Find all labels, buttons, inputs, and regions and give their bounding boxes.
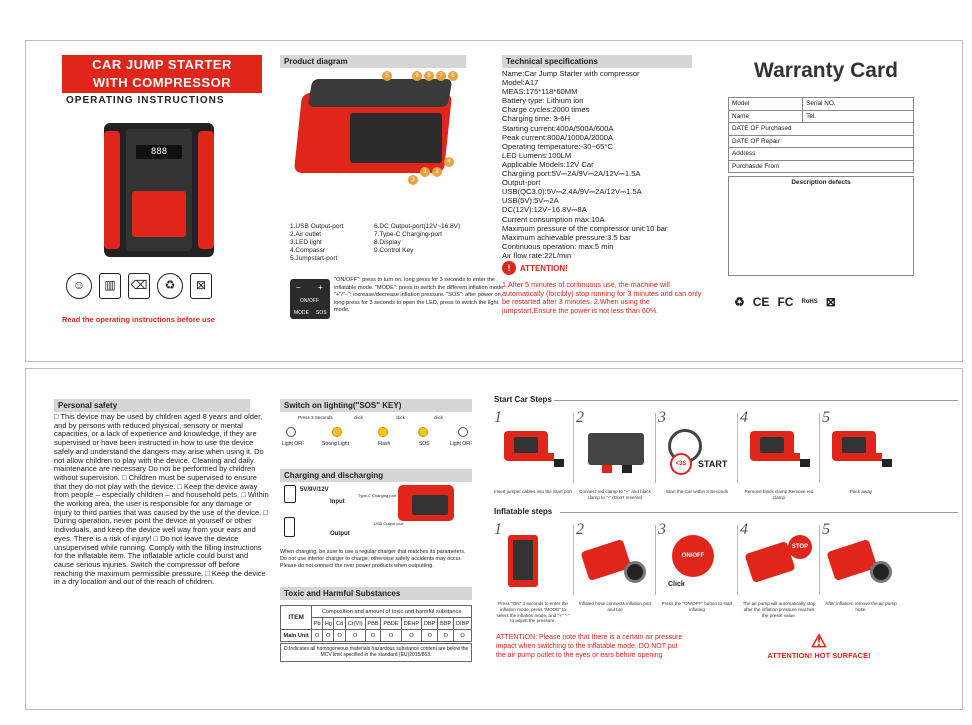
spec-line: Name:Car Jump Starter with compressor [502,69,640,78]
repair-date-label: DATE OF Repair [729,135,914,148]
step-number: 2 [576,521,584,538]
serial-label: Serial NO. [803,98,914,111]
state-sos: SOS [419,441,430,447]
flash-icon [378,427,388,437]
step-illustration [580,423,650,475]
tech-specs-list [502,69,702,260]
substance-col: DBP [422,618,438,630]
strong-light-icon [332,427,342,437]
book-icon: ▥ [99,273,121,299]
step-caption: Pack away [849,489,873,494]
step-divider [819,525,820,595]
press-label: Press 3 Seconds [298,415,333,420]
device-image [398,485,454,521]
step-divider [573,413,574,483]
step-illustration [744,423,814,475]
marker-6: 6 [448,71,458,81]
cover-title-line1: CAR JUMP STARTER [92,57,232,72]
spec-line: USB(QC3.0):5V⎓2.4A/9V⎓2A/12V⎓1.5A [502,187,642,197]
marker-4: 4 [444,157,454,167]
onoff-button-icon: ON/OFF [672,535,714,577]
spec-line: Charging time: 3-6H [502,114,570,124]
product-diagram-image [290,71,455,191]
substance-col: PBB [365,618,381,630]
start-label: START [698,459,728,469]
substance-value: O [334,630,345,642]
usb-label: USB Output port [374,521,404,526]
start-step [740,409,818,505]
substance-col: BBP [438,618,454,630]
top-sheet [25,40,963,362]
attention-label: ATTENTION! [520,263,568,273]
part-4: 4.Compassr [290,247,326,254]
step-caption: Connect red clamp to "+" and black clamp to "-" (Don't reverse) [579,489,651,500]
bottom-sheet [25,368,963,710]
substance-value: O [323,630,334,642]
model-label: Model [729,98,803,111]
substance-col: Cr(VI) [345,618,365,630]
spec-line: USB(5V):5V⎓2A [502,196,559,206]
mode-key: MODE [294,310,309,316]
part-9: 9.Control Key [374,247,414,254]
certification-icons [734,295,836,309]
light-off-icon [286,427,296,437]
step-divider [737,413,738,483]
lighting-charging-panel [278,369,488,709]
control-key-image [290,279,330,319]
control-key-text: "ON/OFF": press to turn on, long press for 3 seconds to enter the inflatable mode. "MODE": press to switch the different inflation mode. "+"/"−": increase/decrease inflation pressure. "SOS": after power on, long press for 3 seconds to open the LED, press to switch the light mode. [334,277,505,314]
attention-heading [502,261,568,275]
warranty-title: Warranty Card [754,59,898,82]
spec-line: MEAS:175*118*60MM [502,87,578,97]
step-caption: The air pump will automatically stop after the inflation pressure reaches the preset value. [742,601,816,618]
safety-text: □ This device may be used by children aged 8 years and older, and by persons with reduced physical, sensory or mental capacities, or a lack of experience and knowledge, if they are supervised or have been instructed in how to use the device safely and understand the dangers may arise when using it. Do not allow children to play with the device. Cleaning and daily maintenance are necessary Do not be performed by children without supervision. □ Children must be supervised to ensure that they do not play with the device. □ Keep the device away from people – especially children – and household pets. □ Within the working area, the user is responsible for any damage or injury to third parties that was caused by the use of the device. □ During operation, never point the device at yourself or other individuals, and keep the device well way from your ears and eyes. There is a risk of injury! □ Do not leave the device unsupervised while running. Comply with the filling instructions for the inflatable item. The inflatable article could burst and cause serious injuries. Switch the compressor off before reaching the maximum permissible pressure. □ Keep the device in a dry location and out of the reach of children. [54,412,269,587]
step-number: 1 [494,521,502,538]
charger-icon [284,485,296,503]
minus-key: − [296,283,301,292]
spec-line: Peak current:800A/1000A/2000A [502,132,614,142]
substance-col: Pb [312,618,323,630]
input-label: Input [330,499,345,505]
step-caption: Press the "ON/OFF" button to start inflating [661,601,733,612]
composition-header: Composition and amount of toxic and harmful substance [312,606,472,618]
safety-header: Personal safety [54,399,250,412]
step-number: 2 [576,409,584,426]
output-label: Output [330,531,350,537]
spec-line: Model:A17 [502,78,539,88]
steps-panel [494,369,964,709]
step-caption: Inflated hose connects inflation port and tire [578,601,652,612]
spec-line: LED Lumens:100LM [502,150,572,160]
state-strong-light: Strong Light [322,441,349,447]
main-unit-label: Main Unit [281,630,312,642]
step-caption: Press "ON" 3 seconds to enter the inflation mode, press "MODE" to select the inflation mode, and "+" "-" to adjust the pressure. [496,601,570,624]
toxic-table [280,605,472,642]
hot-surface-icon: ⚠ [810,631,828,651]
substance-value: O [422,630,438,642]
step-divider [737,525,738,595]
step-divider [819,413,820,483]
substance-value: O [401,630,422,642]
inflate-attention: ATTENTION: Please note that there is a certain air pressure impact when switching to the inflatable mode, DO NOT put the air pump outlet to the eyes or ears before opening [496,634,683,659]
part-2: 2.Air outlet [290,231,322,238]
fcc-icon: FC [777,295,794,309]
click-label-1: click [354,415,363,420]
start-step [576,409,654,505]
weee-icon: ⊠ [190,273,212,299]
typec-label: Type-C Charging port [358,493,397,498]
weee-icon: ⊠ [825,295,836,309]
marker-2: 2 [432,167,442,177]
substance-value: O [454,630,472,642]
spec-line: Continuous operation: max.5 min [502,241,614,251]
step-illustration [744,535,814,587]
spec-line: Air flow rate:22L/min [502,250,572,260]
recycle-icon: ♻ [734,295,745,309]
step-divider [655,525,656,595]
state-light-off: Light OFF [282,441,305,447]
charging-header: Charging and discharging [280,469,472,482]
step-illustration [498,423,568,475]
ce-icon: CE [752,295,770,309]
spec-line: Applicable Models:12V Car [502,159,594,169]
input-spec: 5V/9V/12V [300,487,329,493]
step-caption: After inflation, remove the air pump hose. [825,601,897,612]
address-label: Address [729,148,914,161]
inflate-step [658,521,736,617]
start-step [658,409,736,505]
substance-col: Cd [334,618,345,630]
read-manual-icon: ☺ [66,273,92,299]
hot-surface-warning [764,631,874,660]
part-5: 5.Jumpstart-port [290,255,338,262]
substance-value: O [345,630,365,642]
inflate-step [740,521,818,617]
sos-icon [418,427,428,437]
stop-sign-icon: STOP [788,535,812,559]
substance-col: PBDE [381,618,401,630]
spec-line: DC(12V):12V~16.8V⎓8A [502,205,587,215]
marker-3: 3 [408,175,418,185]
inflate-steps-header: Inflatable steps [494,507,553,516]
lighting-sequence [282,413,472,449]
step-illustration [662,535,732,587]
marker-1: 1 [420,167,430,177]
click-label-3: click [434,415,443,420]
substance-value: O [312,630,323,642]
spec-line: Starting current:400A/500A/600A [502,123,614,133]
bin-icon: ⌫ [128,273,150,299]
start-step [822,409,900,505]
step-illustration [826,535,896,587]
inflate-step [576,521,654,617]
substance-value: O [381,630,401,642]
step-illustration [580,535,650,587]
product-diagram-header: Product diagram [280,55,466,68]
step-number: 5 [822,521,830,538]
step-number: 4 [740,521,748,538]
tel-label: Tel. [803,110,914,123]
spec-line: Output-port [502,178,541,188]
click-label-2: click [396,415,405,420]
step-number: 3 [658,521,666,538]
warranty-panel [726,41,926,361]
step-number: 5 [822,409,830,426]
step-divider [573,525,574,595]
step-illustration [826,423,896,475]
part-1: 1.USB Output-port [290,223,344,230]
step-number: 1 [494,409,502,426]
read-instructions-note: Read the operating instructions before use [62,315,215,324]
lcd-display: 888 [136,145,182,159]
warranty-table [728,97,914,173]
charging-diagram [282,481,472,547]
spec-line: Maximum achievable pressure:3.5 bar [502,232,631,242]
plus-key: + [318,283,323,292]
marker-7: 7 [436,71,446,81]
spec-line: Chargiing port:5V⎓2A/9V⎓2A/12V⎓1.5A [502,169,641,179]
parts-list [290,223,494,263]
spec-line: Maximum pressure of the compressor unit:10 bar [502,223,668,233]
inflate-steps-rule [560,512,958,513]
purchase-date-label: DATE OF Purchased [729,123,914,136]
toxic-footnote: O:Indicates all homogeneous materials hazardous substance content are below the MCV limit specified in the standard (EU)2015/863. [280,643,472,662]
tech-specs-panel [500,41,720,361]
recycle-icon: ♻ [157,273,183,299]
marker-9: 9 [412,71,422,81]
rohs-icon: RoHS [801,299,818,305]
purchased-from-label: Purchasde From [729,160,914,173]
marker-5: 5 [382,71,392,81]
step-caption: Insert jumper cables into the Start port [494,489,572,494]
part-8: 8.Display [374,239,401,246]
step-caption: Start the Car within 3 Seconds [665,489,729,494]
toxic-header: Toxic and Harmful Substances [280,587,472,600]
jump-starter-image [104,123,214,257]
cover-title [62,55,262,93]
click-label: Click [668,581,685,588]
sos-key: SOS [316,310,327,316]
step-number: 4 [740,409,748,426]
step-illustration [498,535,568,587]
inflate-step [822,521,900,617]
phone-icon [284,517,295,537]
charging-note: When charging, be sure to use a regular charger that matches its parameters. Do not use inferior charger to charge, otherwise safety accidents may occur. Please do not connect the over power products when outputting. [280,549,466,569]
lighting-header: Switch on lighting("SOS" KEY) [280,399,472,412]
tech-specs-header: Technical specifications [502,55,692,68]
part-6: 6.DC Output-port(12V~16.8V) [374,223,461,230]
spec-line: Operating temperature:-30~65°C [502,141,613,151]
warning-icon: ! [502,261,516,275]
light-off-end-icon [458,427,468,437]
part-7: 7.Type-C Charging-port [374,231,442,238]
inflate-step [494,521,572,624]
start-step [494,409,572,505]
substance-col: DIBP [454,618,472,630]
safety-panel [52,369,276,709]
marker-8: 8 [424,71,434,81]
step-number: 3 [658,409,666,426]
sec-badge: <3S [670,453,692,475]
cover-title-line2: WITH COMPRESSOR [92,75,232,90]
name-label: Name [729,110,803,123]
cover-panel [26,41,276,361]
description-defects: Description defects [728,176,914,276]
spec-line: Current consumption max:10A [502,214,605,224]
step-caption: Remove black clamp Remove red clamp [744,489,814,500]
step-illustration [662,423,732,475]
onoff-key: ON/OFF [300,298,319,304]
spec-line: Charge cycles:2000 times [502,105,590,115]
substance-value: O [365,630,381,642]
state-light-off-2: Light OFF [450,441,473,447]
cover-icons [66,273,212,299]
substance-col: DEHP [401,618,422,630]
start-steps-rule [554,400,958,401]
substance-col: Hg [323,618,334,630]
state-flash: Flash [378,441,391,447]
part-3: 3.LED light [290,239,322,246]
attention-text: 1.After 5 minutes of continuous use, the machine will automatically (forcibly) stop running for 3 minutes and can only be restarted after 3 minutes. 2.When using the jumpstart,Ensure the power is not less than 60%. [502,280,702,315]
cover-subtitle: OPERATING INSTRUCTIONS [66,95,225,106]
step-divider [655,413,656,483]
product-diagram-panel [278,41,505,361]
item-header: ITEM [281,606,312,630]
spec-line: Battery type: Lithium ion [502,96,584,106]
substance-value: O [438,630,454,642]
start-steps-header: Start Car Steps [494,395,552,404]
hot-surface-label: ATTENTION! HOT SURFACE! [767,651,871,660]
